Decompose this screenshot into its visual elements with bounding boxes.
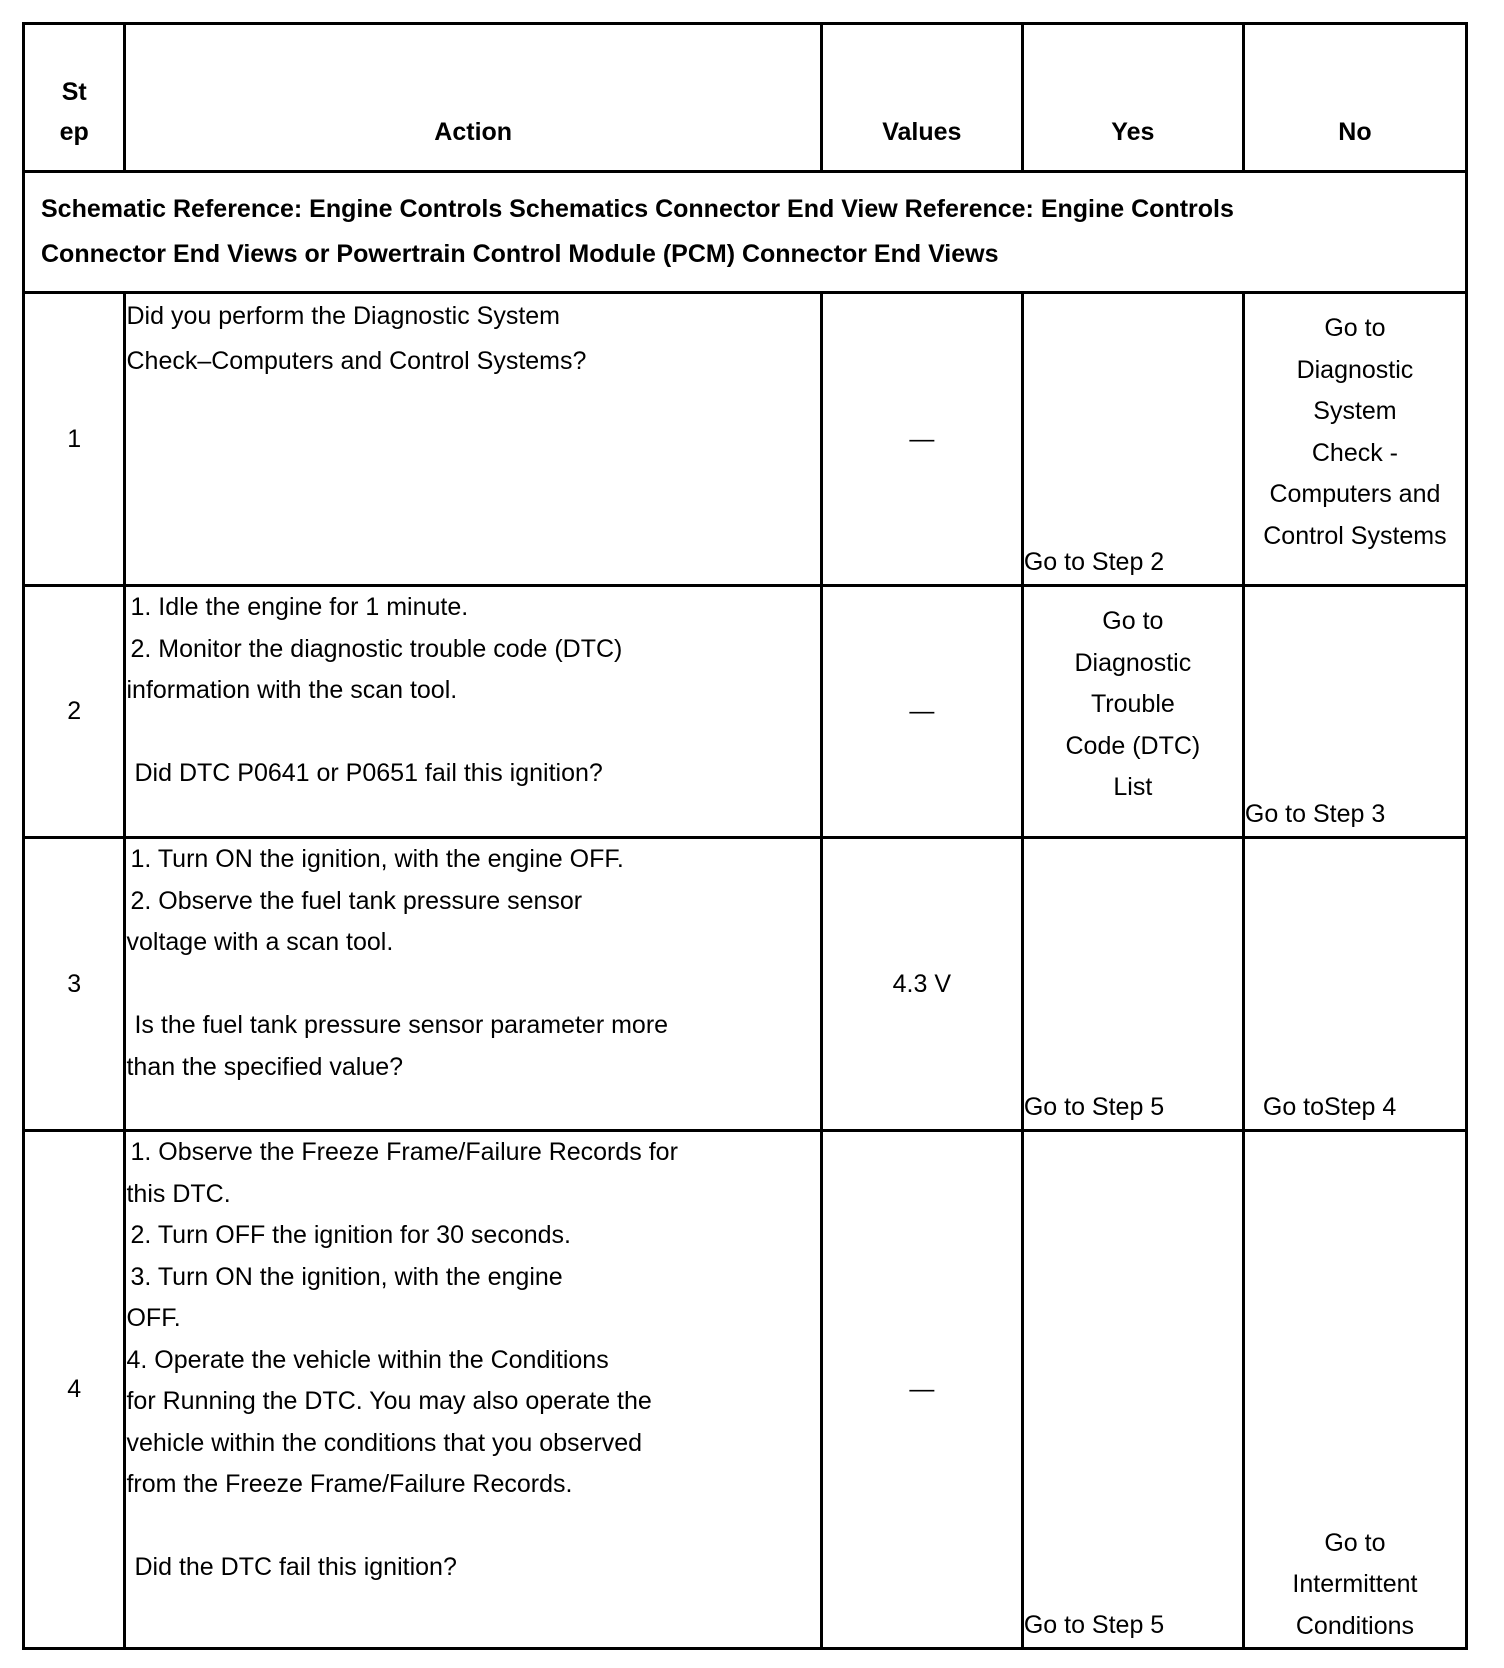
action-line: OFF. — [126, 1304, 181, 1332]
action-line: Did you perform the Diagnostic System — [126, 302, 560, 330]
action-line: vehicle within the conditions that you observed — [126, 1428, 643, 1457]
value-cell: — — [821, 586, 1022, 838]
action-line: 1. Turn ON the ignition, with the engine OFF. — [130, 845, 624, 873]
action-cell — [125, 838, 821, 1131]
action-line: this DTC. — [126, 1179, 231, 1208]
table-row — [24, 1131, 1467, 1649]
header-yes: Yes — [1022, 24, 1243, 172]
reference-cell — [24, 172, 1467, 293]
no-cell — [1243, 1131, 1466, 1649]
action-question: Did the DTC fail this ignition? — [134, 1553, 457, 1581]
no-link-line[interactable]: Intermittent — [1292, 1570, 1418, 1598]
no-link[interactable]: Go to Step 3 — [1244, 800, 1386, 828]
action-cell — [125, 1131, 821, 1649]
table-row — [24, 838, 1467, 1131]
action-cell — [125, 586, 821, 838]
header-action: Action — [125, 24, 821, 172]
action-cell — [125, 293, 821, 586]
value-cell: 4.3 V — [821, 838, 1022, 1131]
action-line: for Running the DTC. You may also operate the — [126, 1387, 652, 1415]
action-line: information with the scan tool. — [126, 676, 458, 704]
diagnostic-table — [22, 22, 1468, 1650]
yes-link[interactable]: Go to Step 5 — [1023, 1093, 1165, 1121]
yes-link-line[interactable]: Go to — [1102, 607, 1164, 635]
header-no: No — [1243, 24, 1466, 172]
no-link-line[interactable]: Go to — [1324, 314, 1386, 342]
action-line: 1. Idle the engine for 1 minute. — [130, 593, 469, 621]
spacer — [126, 1506, 819, 1548]
header-values: Values — [821, 24, 1022, 172]
yes-link-line[interactable]: Trouble — [1090, 690, 1175, 718]
yes-cell — [1022, 293, 1243, 586]
table-row — [24, 293, 1467, 586]
yes-cell — [1022, 838, 1243, 1131]
no-cell — [1243, 838, 1466, 1131]
no-cell — [1243, 293, 1466, 586]
no-link-line[interactable]: System — [1313, 397, 1397, 425]
action-line: 2. Monitor the diagnostic trouble code (DTC) — [130, 634, 623, 663]
yes-link-line[interactable]: Diagnostic — [1074, 648, 1192, 677]
yes-cell — [1022, 586, 1243, 838]
no-link-line[interactable]: Conditions — [1295, 1611, 1415, 1640]
header-step — [24, 24, 125, 172]
no-link-line[interactable]: Control Systems — [1263, 521, 1447, 550]
action-line: from the Freeze Frame/Failure Records. — [126, 1470, 573, 1498]
value-cell: — — [821, 293, 1022, 586]
header-row — [24, 24, 1467, 172]
step-number: 2 — [24, 586, 125, 838]
action-question: than the specified value? — [126, 1052, 404, 1081]
no-link-line[interactable]: Go to — [1324, 1528, 1386, 1557]
action-line: 4. Operate the vehicle within the Conditions — [126, 1345, 609, 1374]
reference-line-1: Schematic Reference: Engine Controls Schematics Connector End View Reference: Engine Controls — [41, 195, 1234, 223]
action-question: Is the fuel tank pressure sensor parameter more — [134, 1011, 669, 1039]
yes-cell — [1022, 1131, 1243, 1649]
action-line: 3. Turn ON the ignition, with the engine — [130, 1262, 563, 1291]
no-link-line[interactable]: Diagnostic — [1296, 355, 1414, 384]
action-line: Check–Computers and Control Systems? — [126, 346, 587, 375]
action-line: 2. Observe the fuel tank pressure sensor — [130, 886, 583, 915]
header-step-line-2: ep — [59, 118, 89, 146]
no-link-line[interactable]: Check - — [1311, 438, 1399, 467]
action-line: voltage with a scan tool. — [126, 928, 394, 956]
action-question: Did DTC P0641 or P0651 fail this ignition? — [134, 759, 603, 787]
yes-link[interactable]: Go to Step 2 — [1023, 548, 1165, 576]
reference-row — [24, 172, 1467, 293]
spacer — [126, 964, 819, 1006]
action-line: 2. Turn OFF the ignition for 30 seconds. — [130, 1221, 571, 1249]
spacer — [126, 712, 819, 754]
yes-link[interactable]: Go to Step 5 — [1023, 1611, 1165, 1639]
no-link[interactable]: Go toStep 4 — [1262, 1093, 1397, 1121]
header-step-line-1: St — [61, 78, 87, 106]
value-cell: — — [821, 1131, 1022, 1649]
table-row — [24, 586, 1467, 838]
step-number: 4 — [24, 1131, 125, 1649]
yes-link-line[interactable]: List — [1113, 773, 1153, 801]
no-cell — [1243, 586, 1466, 838]
step-number: 1 — [24, 293, 125, 586]
yes-link-line[interactable]: Code (DTC) — [1065, 731, 1201, 760]
step-number: 3 — [24, 838, 125, 1131]
reference-line-2: Connector End Views or Powertrain Control Module (PCM) Connector End Views — [41, 240, 999, 268]
action-line: 1. Observe the Freeze Frame/Failure Records for — [130, 1138, 678, 1166]
no-link-line[interactable]: Computers and — [1269, 480, 1441, 508]
